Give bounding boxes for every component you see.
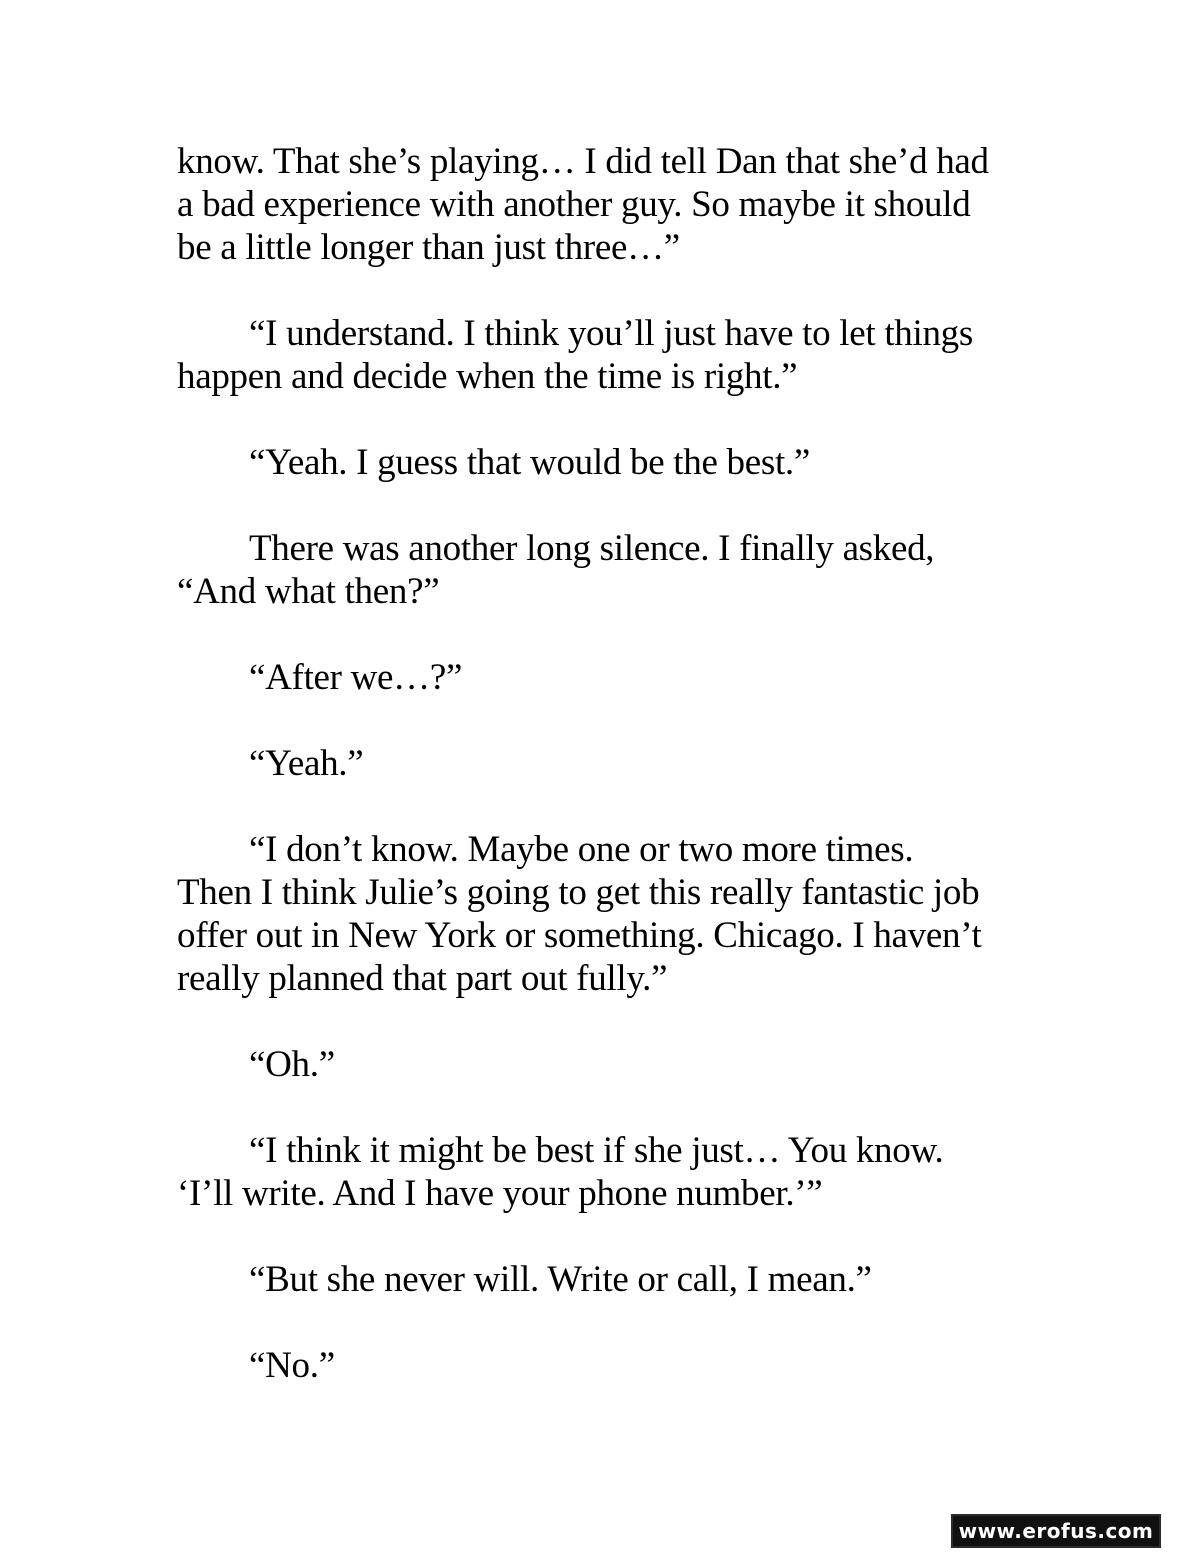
text-line: “I understand. I think you’ll just have to let things [249,313,973,354]
story-text [177,140,1037,1387]
text-line: happen and decide when the time is right.” [177,356,798,397]
text-line: be a little longer than just three…” [177,227,680,268]
watermark-badge: www.erofus.com [951,1514,1161,1548]
paragraph-2 [177,312,1037,398]
text-line: “Oh.” [249,1044,335,1085]
paragraph-1 [177,140,1037,269]
text-line: Then I think Julie’s going to get this really fantastic job [177,872,980,913]
paragraph-10 [177,1258,1037,1301]
text-line: There was another long silence. I finally asked, [249,528,935,569]
paragraph-7 [177,828,1037,1000]
text-line: “I think it might be best if she just… You know. [249,1130,944,1171]
text-line: a bad experience with another guy. So maybe it should [177,184,971,225]
text-line: “Yeah. I guess that would be the best.” [249,442,811,483]
paragraph-11 [177,1344,1037,1387]
text-line: offer out in New York or something. Chicago. I haven’t [177,915,982,956]
paragraph-5 [177,656,1037,699]
text-line: ‘I’ll write. And I have your phone number.’” [177,1173,823,1214]
paragraph-3 [177,441,1037,484]
text-line: “And what then?” [177,571,440,612]
paragraph-6 [177,742,1037,785]
text-line: “But she never will. Write or call, I mean.” [249,1259,872,1300]
text-line: “After we…?” [249,657,463,698]
text-line: know. That she’s playing… I did tell Dan that she’d had [177,141,989,182]
paragraph-9 [177,1129,1037,1215]
text-line: “I don’t know. Maybe one or two more times. [249,829,914,870]
paragraph-4 [177,527,1037,613]
paragraph-8 [177,1043,1037,1086]
text-line: “No.” [249,1345,335,1386]
text-line: really planned that part out fully.” [177,958,668,999]
text-line: “Yeah.” [249,743,364,784]
